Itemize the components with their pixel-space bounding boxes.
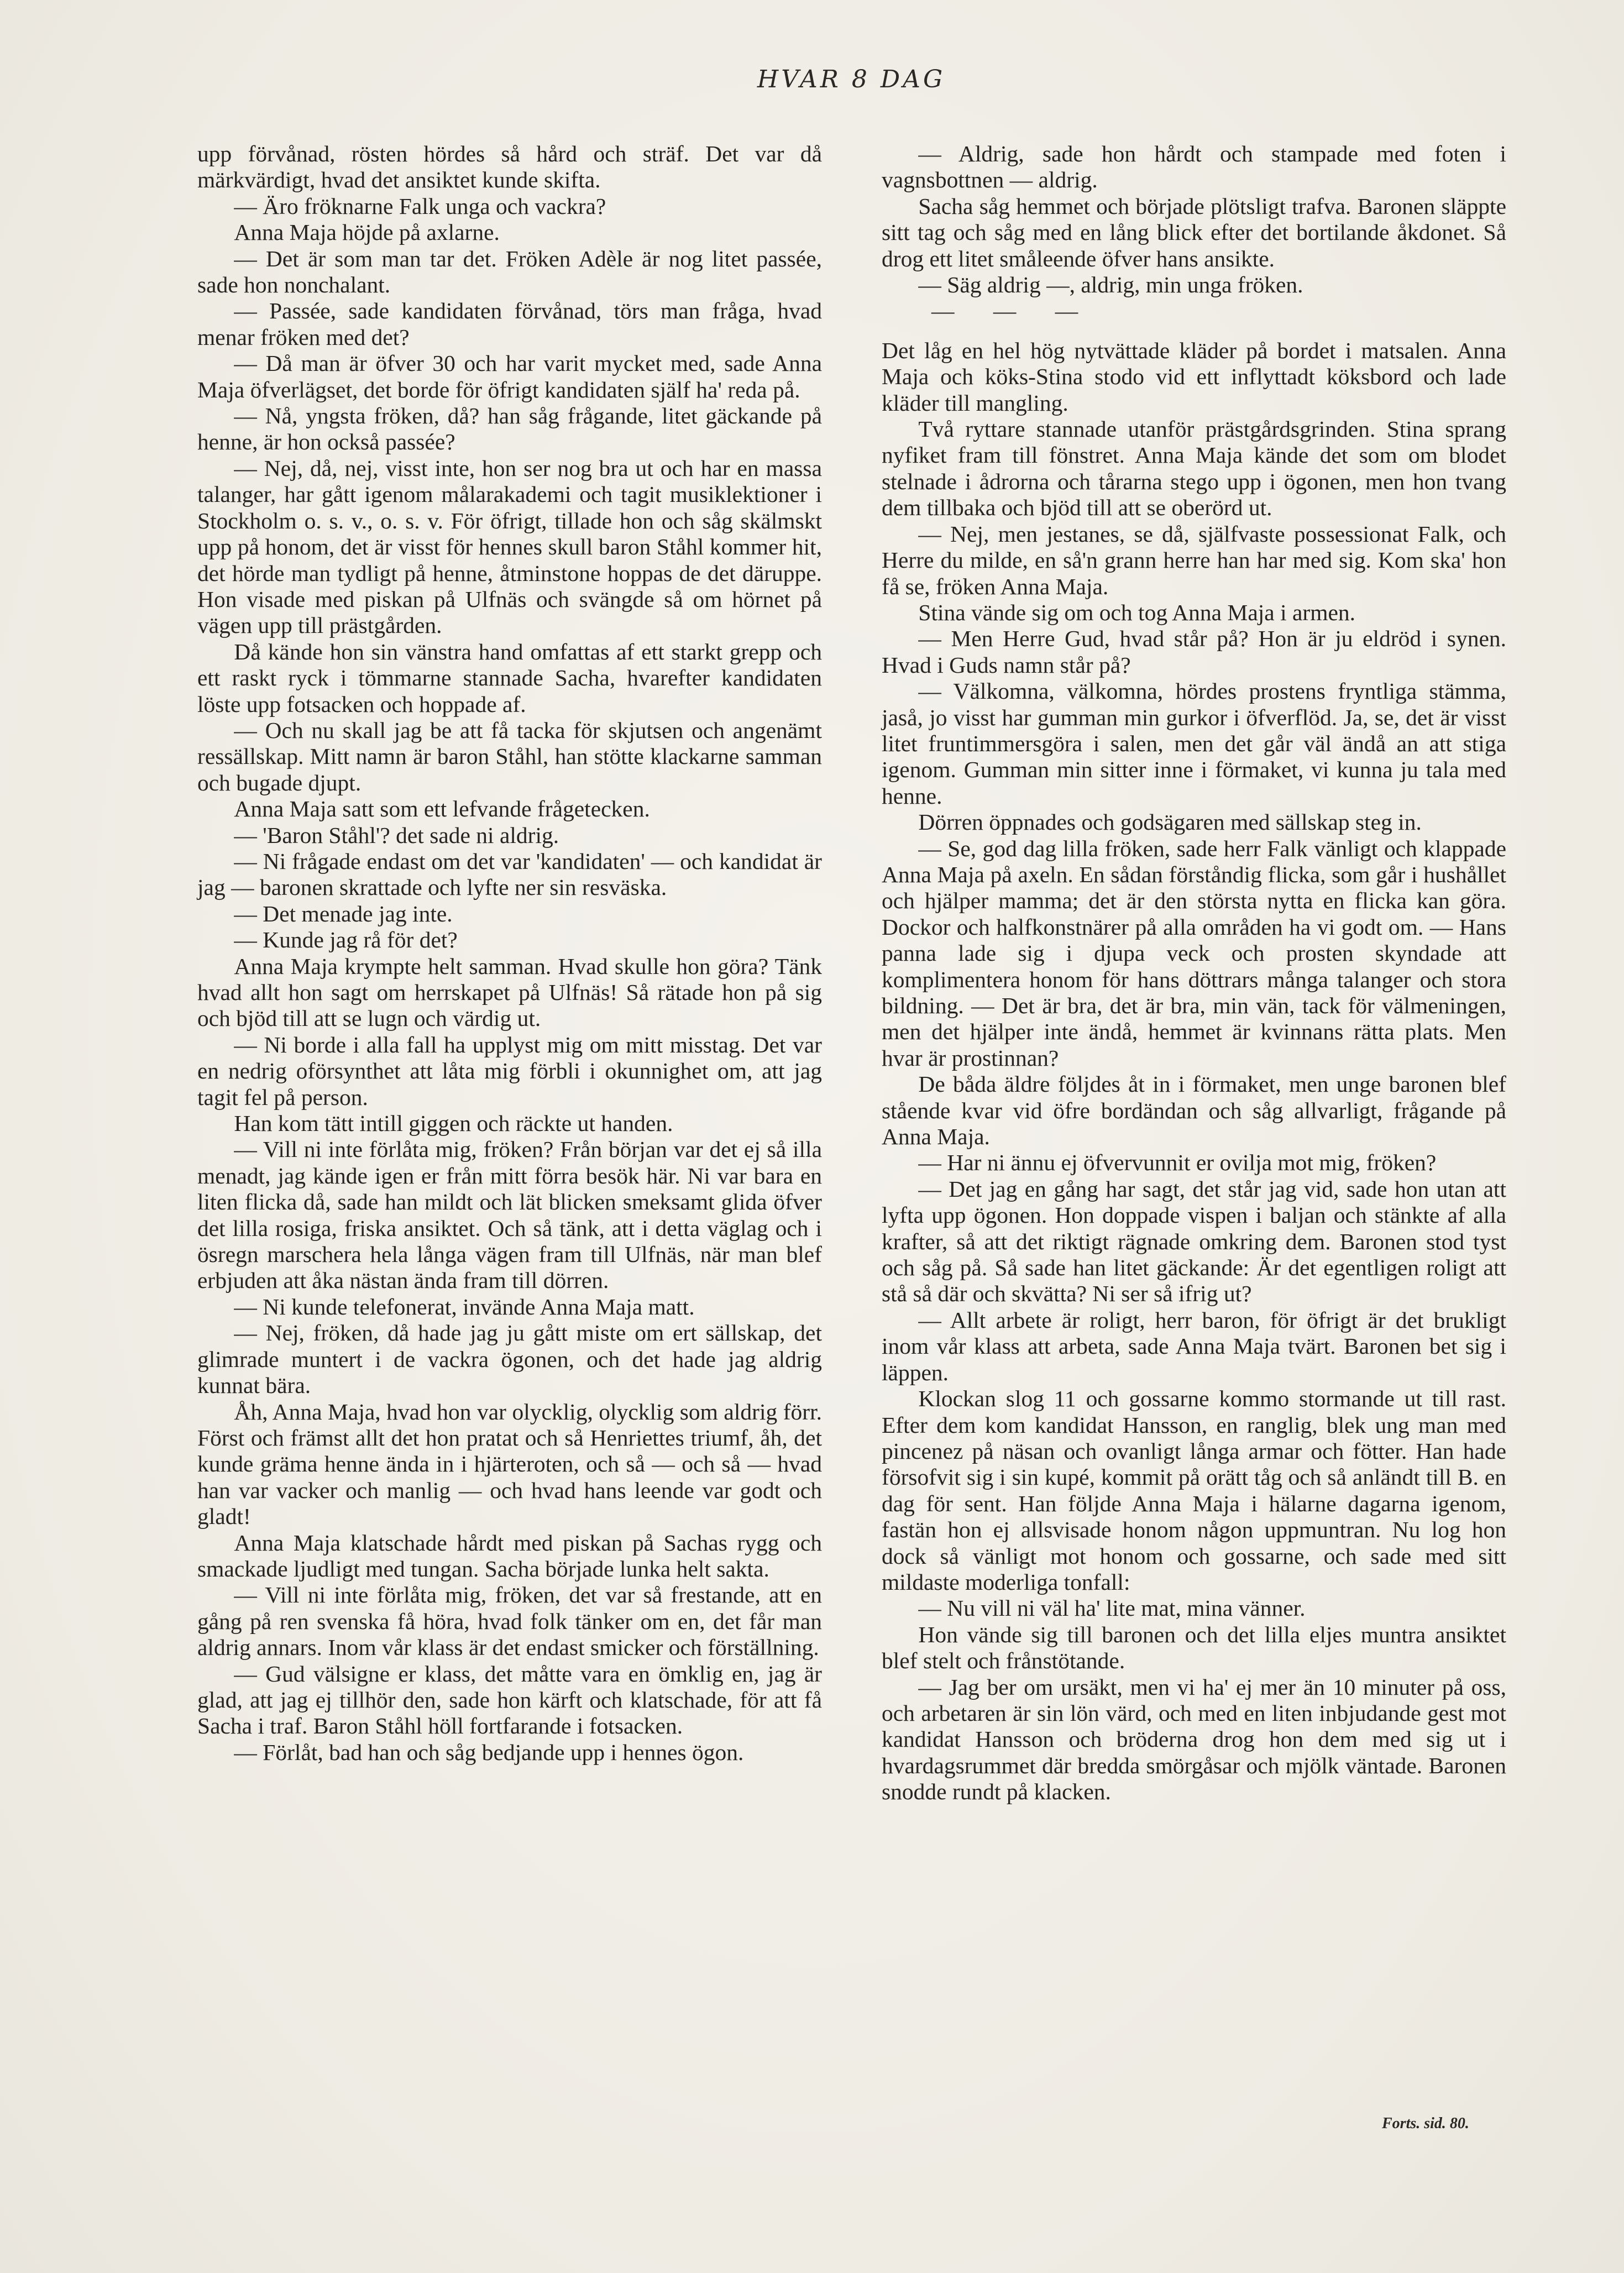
paragraph: — Gud välsigne er klass, det måtte vara en ömklig en, jag är glad, att jag ej tillhör den, sade hon kärft och klatschade, för att få Sacha i traf. Baron Ståhl höll fortfarande i fotsacken. — [197, 1661, 822, 1739]
paragraph: — Det jag en gång har sagt, det står jag vid, sade hon utan att lyfta upp ögonen. Hon doppade vispen i baljan och stänkte af alla krafter, så att det riktigt rägnade omkring dem. Baronen stod tyst och såg på. Så sade han litet gäckande: Är det egentligen roligt att stå så där och skvätta? Ni ser så ifrig ut? — [882, 1176, 1506, 1307]
paragraph: — Då man är öfver 30 och har varit mycket med, sade Anna Maja öfverlägset, det borde för öfrigt kandidaten själf ha' reda på. — [197, 350, 822, 402]
paragraph: Åh, Anna Maja, hvad hon var olycklig, olycklig som aldrig förr. Först och främst allt det hon pratat och så Henriettes triumf, åh, det kunde gräma henne ända in i hjärteroten, och så — och så — hvad han var vacker och manlig — och hvad hans leende var godt och gladt! — [197, 1399, 822, 1530]
paragraph: Klockan slog 11 och gossarne kommo stormande ut till rast. Efter dem kom kandidat Hansson, en ranglig, blek ung man med pincenez på näsan och ovanligt långa armar och fötter. Han hade försofvit sig i sin kupé, kommit på orätt tåg och så anländt till B. en dag för sent. Han följde Anna Maja i hälarne dagarna igenom, fastän hon ej allsvisade honom någon uppmuntran. Nu log hon dock så vänligt mot honom och gossarne, och sade med sitt mildaste moderliga tonfall: — [882, 1386, 1506, 1595]
paragraph: — Äro fröknarne Falk unga och vackra? — [234, 193, 606, 219]
paragraph: Dörren öppnades och godsägaren med sällskap steg in. — [918, 809, 1422, 835]
paragraph: — Det är som man tar det. Fröken Adèle är nog litet passée, sade hon nonchalant. — [197, 245, 822, 298]
running-title: HVAR 8 DAG — [757, 65, 946, 93]
continuation-note: Forts. sid. 80. — [1382, 2115, 1469, 2132]
paragraph: — Förlåt, bad han och såg bedjande upp i hennes ögon. — [234, 1739, 744, 1765]
paragraph: Då kände hon sin vänstra hand omfattas af ett starkt grepp och ett raskt ryck i tömmarne stannade Sacha, hvarefter kandidaten löste upp fotsacken och hoppade af. — [197, 638, 822, 717]
paragraph: — Ni kunde telefonerat, invände Anna Maja matt. — [234, 1293, 695, 1319]
paragraph: — Passée, sade kandidaten förvånad, törs man fråga, hvad menar fröken med det? — [197, 298, 822, 350]
paragraph: Hon vände sig till baronen och det lilla eljes muntra ansiktet blef stelt och frånstötande. — [882, 1621, 1506, 1674]
paragraph: — Se, god dag lilla fröken, sade herr Falk vänligt och klappade Anna Maja på axeln. En sådan förståndig flicka, som går i hushållet och hjälper mamma; det är den största nytta en flicka kan göra. Dockor och halfkonstnärer på alla områden ha vi godt om. — Hans panna lade sig i djupa veck och prosten skyndade att komplimentera honom för hans döttrars många talanger och stora bildning. — Det är bra, det är bra, min vän, tack för välmeningen, men det hjälper inte ändå, hemmet är kvinnans rätta plats. Men hvar är prostinnan? — [882, 835, 1506, 1071]
paragraph: Anna Maja klatschade hårdt med piskan på Sachas rygg och smackade ljudligt med tungan. Sacha började lunka helt sakta. — [197, 1530, 822, 1581]
paragraph: — Och nu skall jag be att få tacka för skjutsen och angenämt ressällskap. Mitt namn är baron Ståhl, han stötte klackarne samman och bugade djupt. — [197, 717, 822, 795]
paragraph: — Ni frågade endast om det var 'kandidaten' — och kandidat är jag — baronen skrattade och lyfte ner sin resväska. — [197, 848, 822, 900]
paragraph: Två ryttare stannade utanför prästgårdsgrinden. Stina sprang nyfiket fram till fönstret. Anna Maja kände det som om blodet stelnade i ådrorna och tårarna stego upp i ögonen, men hon tvang dem tillbaka och bjöd till att se oberörd ut. — [882, 416, 1506, 521]
right-text-column — [882, 141, 1506, 1805]
paragraph: — Nej, men jestanes, se då, själfvaste possessionat Falk, och Herre du milde, en så'n grann herre han har med sig. Kom ska' hon få se, fröken Anna Maja. — [882, 521, 1506, 599]
paragraph: — Välkomna, välkomna, hördes prostens fryntliga stämma, jaså, jo visst har gumman min gurkor i öfverflöd. Ja, se, det är visst litet fruntimmersgöra i salen, men det går väl ändå an att stiga igenom. Gumman min sitter inne i förmaket, vi kunna ju tala med henne. — [882, 678, 1506, 809]
paragraph: Anna Maja krympte helt samman. Hvad skulle hon göra? Tänk hvad allt hon sagt om herrskapet på Ulfnäs! Så rätade hon på sig och bjöd till att se lugn och värdig ut. — [197, 953, 822, 1031]
paragraph: Stina vände sig om och tog Anna Maja i armen. — [918, 599, 1356, 625]
paragraph: upp förvånad, rösten hördes så hård och sträf. Det var då märkvärdigt, hvad det ansiktet kunde skifta. — [197, 141, 822, 193]
paragraph: — Allt arbete är roligt, herr baron, för öfrigt är det brukligt inom vår klass att arbeta, sade Anna Maja tvärt. Baronen bet sig i läppen. — [882, 1307, 1506, 1385]
paragraph: — Nej, fröken, då hade jag ju gått miste om ert sällskap, det glimrade muntert i de vackra ögonen, och det hade jag aldrig kunnat bära. — [197, 1320, 822, 1399]
paragraph: Han kom tätt intill giggen och räckte ut handen. — [234, 1111, 673, 1136]
paragraph: De båda äldre följdes åt in i förmaket, men unge baronen blef stående kvar vid öfre bordändan och såg allvarligt, frågande på Anna Maja. — [882, 1071, 1506, 1150]
paragraph: — Men Herre Gud, hvad står på? Hon är ju eldröd i synen. Hvad i Guds namn står på? — [882, 626, 1506, 678]
paragraph: — Jag ber om ursäkt, men vi ha' ej mer än 10 minuter på oss, och arbetaren är sin lön värd, och med en liten inbjudande gest mot kandidat Hansson och bröderna drog hon dem med sig ut i hvardagsrummet där bredda smörgåsar och mjölk väntade. Baronen snodde rundt på klacken. — [882, 1674, 1506, 1805]
paragraph: — Säg aldrig —, aldrig, min unga fröken. — [918, 272, 1303, 298]
paragraph: — Det menade jag inte. — [234, 900, 453, 926]
paragraph: Sacha såg hemmet och började plötsligt trafva. Baronen släppte sitt tag och såg med en lång blick efter det bortilande åkdonet. Så drog ett litet småleende öfver hans ansikte. — [882, 193, 1506, 271]
paragraph: — Nej, då, nej, visst inte, hon ser nog bra ut och har en massa talanger, har gått igenom målarakademi och tagit musiklektioner i Stockholm o. s. v., o. s. v. För öfrigt, tillade hon och såg skälmskt upp på honom, det är visst för hennes skull baron Ståhl kommer hit, det hörde man tydligt på henne, åtminstone hoppas de det däruppe. Hon visade med piskan på Ulfnäs och svängde så om hörnet på vägen upp till prästgården. — [197, 455, 822, 638]
paragraph: — Kunde jag rå för det? — [234, 927, 458, 953]
section-break: — — — — [931, 298, 1095, 324]
left-text-column — [197, 141, 822, 1766]
paragraph: — Nå, yngsta fröken, då? han såg frågande, litet gäckande på henne, är hon också passée? — [197, 403, 822, 455]
paragraph: — Vill ni inte förlåta mig, fröken? Från början var det ej så illa menadt, jag kände igen er från mitt förra besök här. Ni var bara en liten flicka då, sade han mildt och lät blicken smeksamt glida öfver det lilla rosiga, friska ansiktet. Och så tänk, att i detta väglag och i ösregn marschera hela långa vägen fram till Ulfnäs, när man blef erbjuden att åka nästan ända fram till dörren. — [197, 1136, 822, 1293]
paragraph: — Aldrig, sade hon hårdt och stampade med foten i vagnsbottnen — aldrig. — [882, 141, 1506, 193]
paragraph: — Ni borde i alla fall ha upplyst mig om mitt misstag. Det var en nedrig oförsynthet att låta mig förbli i okunnighet om, att jag tagit fel på person. — [197, 1031, 822, 1110]
paragraph: Anna Maja satt som ett lefvande frågetecken. — [234, 796, 650, 822]
paragraph: — Har ni ännu ej öfvervunnit er ovilja mot mig, fröken? — [918, 1150, 1437, 1176]
paragraph: — Vill ni inte förlåta mig, fröken, det var så frestande, att en gång på ren svenska få höra, hvad folk tänker om en, det får man aldrig annars. Inom vår klass är det endast smicker och förställning. — [197, 1582, 822, 1661]
paragraph: Det låg en hel hög nytvättade kläder på bordet i matsalen. Anna Maja och köks-Stina stodo vid ett inflyttadt köksbord och lade kläder till mangling. — [882, 337, 1506, 416]
paragraph: Anna Maja höjde på axlarne. — [234, 219, 500, 245]
paragraph: — 'Baron Ståhl'? det sade ni aldrig. — [234, 822, 559, 848]
paragraph: — Nu vill ni väl ha' lite mat, mina vänner. — [918, 1595, 1306, 1621]
